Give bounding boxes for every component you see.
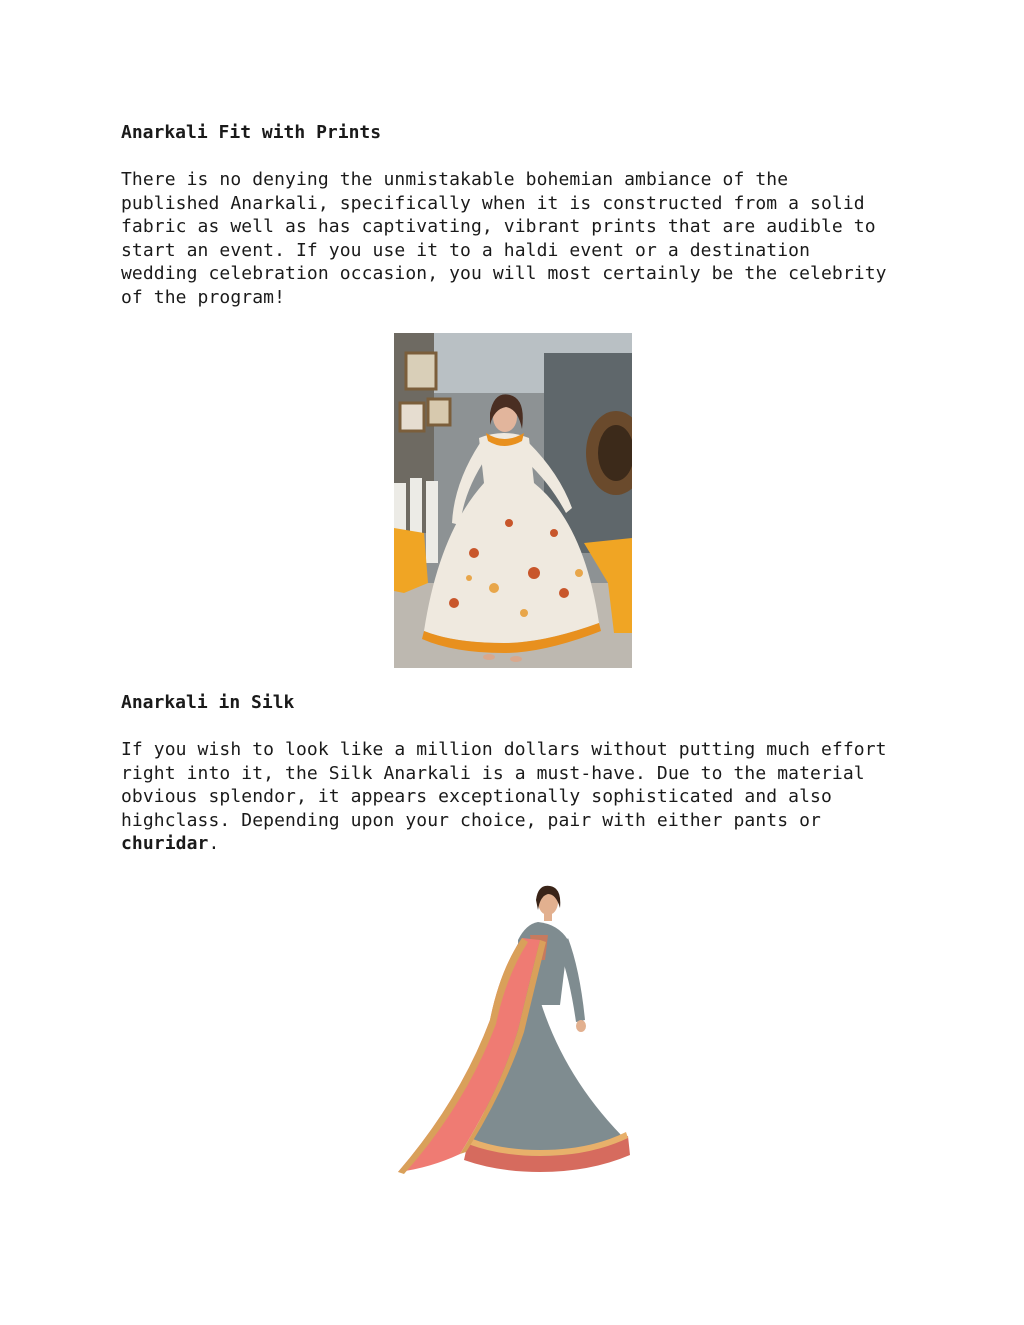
section-paragraph-prints: There is no denying the unmistakable bohemian ambiance of the published Anarkali, specifically when it is constructed from a solid fabric as well as has captivating, vibrant prints that are audible to start an event. If you use it to a haldi event or a destination wedding celebration occasion, you will most certainly be the celebrity of the program! [121,169,887,308]
churidar-bold-term: churidar [121,833,209,854]
section-paragraph-silk-end: . [208,833,220,854]
section-heading-prints: Anarkali Fit with Prints [121,122,382,143]
section-paragraph-silk [121,738,911,856]
printed-anarkali-photo [394,333,632,668]
silk-anarkali-photo [390,880,636,1178]
section-paragraph-silk-text: If you wish to look like a million dollars without putting much effort right into it, the Silk Anarkali is a must-have. Due to the material obvious splendor, it appears exceptionally sophisticated and also highclass. Depending upon your choice, pair with either pants or [121,739,887,831]
section-heading-silk: Anarkali in Silk [121,692,295,713]
